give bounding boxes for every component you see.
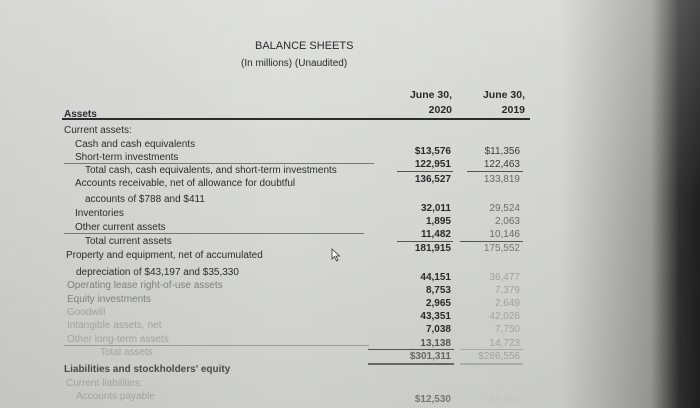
column-header-2020-line2: 2020 xyxy=(428,104,452,116)
subtotal-rule-2019 xyxy=(467,171,523,172)
value-2019-total-current: 175,552 xyxy=(483,243,520,254)
value-2019-total-assets: $286,556 xyxy=(478,351,520,362)
value-2020-other-current: 11,482 xyxy=(420,229,451,240)
subtotal-rule-2020 xyxy=(397,241,453,242)
row-label-total-current: Total current assets xyxy=(85,236,172,247)
current-assets-heading: Current assets: xyxy=(64,125,132,136)
value-2020-cash: $13,576 xyxy=(414,146,451,157)
value-2020-other-long: 13,138 xyxy=(420,338,451,349)
column-header-2019-line2: 2019 xyxy=(501,104,525,116)
value-2020-equity-investments: 2,965 xyxy=(425,298,451,309)
row-label-intangible: Intangible assets, net xyxy=(67,320,162,331)
value-2019-cash: $11,356 xyxy=(484,146,520,157)
row-label-total-assets: Total assets xyxy=(100,347,153,358)
mouse-cursor-icon xyxy=(331,248,343,262)
row-label-inventories: Inventories xyxy=(75,208,124,219)
row-underline xyxy=(64,345,369,346)
row-label-goodwill: Goodwill xyxy=(67,307,106,318)
row-label-ppe-line1: Property and equipment, net of accumulated xyxy=(66,250,263,261)
value-2020-accounts-payable: $12,530 xyxy=(414,394,451,405)
row-label-total-cash: Total cash, cash equivalents, and short-term investments xyxy=(85,165,337,176)
value-2020-inventories: 1,895 xyxy=(425,216,451,227)
column-header-2020-line1: June 30, xyxy=(409,89,452,101)
value-2019-equity-investments: 2,649 xyxy=(494,298,520,309)
value-2019-total-cash: 133,819 xyxy=(483,174,520,185)
row-label-ppe-line2: depreciation of $43,197 and $35,330 xyxy=(76,267,239,278)
value-2019-receivable: 29,524 xyxy=(489,203,520,214)
row-underline xyxy=(64,233,364,234)
total-double-rule-2020 xyxy=(368,363,454,365)
total-double-rule-2019 xyxy=(460,363,523,365)
row-label-accounts-payable: Accounts payable xyxy=(76,391,155,402)
document-title: BALANCE SHEETS xyxy=(255,40,354,52)
document-subtitle: (In millions) (Unaudited) xyxy=(241,58,348,69)
value-2020-goodwill: 43,351 xyxy=(420,311,451,322)
value-2020-total-cash: 136,527 xyxy=(414,174,451,185)
section-liabilities: Liabilities and stockholders' equity xyxy=(64,364,231,375)
row-label-lease: Operating lease right-of-use assets xyxy=(67,280,223,291)
header-rule xyxy=(62,118,530,120)
section-assets: Assets xyxy=(64,109,97,120)
value-2020-ppe: 44,151 xyxy=(420,272,451,283)
value-2020-lease: 8,753 xyxy=(425,285,451,296)
subtotal-rule-2020 xyxy=(368,349,454,350)
subtotal-rule-2020 xyxy=(397,171,453,172)
row-label-other-long: Other long-term assets xyxy=(67,334,169,345)
value-2019-accounts-payable: $9,382 xyxy=(489,394,520,405)
value-2019-other-current: 10,146 xyxy=(489,229,520,240)
value-2019-intangible: 7,750 xyxy=(494,324,520,335)
subtotal-rule-2019 xyxy=(460,241,523,242)
value-2020-short-term: 122,951 xyxy=(414,159,451,170)
value-2020-total-current: 181,915 xyxy=(414,243,451,254)
column-header-2020 xyxy=(390,88,452,118)
value-2019-ppe: 36,477 xyxy=(489,272,520,283)
subtotal-rule-2019 xyxy=(460,349,523,350)
row-label-equity-investments: Equity investments xyxy=(67,294,151,305)
row-label-receivable-line2: accounts of $788 and $411 xyxy=(85,194,205,205)
value-2019-inventories: 2,063 xyxy=(494,216,520,227)
row-label-short-term: Short-term investments xyxy=(75,152,179,163)
value-2019-other-long: 14,723 xyxy=(489,338,520,349)
column-header-2019 xyxy=(465,88,525,118)
current-liabilities-heading: Current liabilities: xyxy=(66,378,143,389)
value-2019-lease: 7,379 xyxy=(494,285,520,296)
row-label-cash: Cash and cash equivalents xyxy=(75,139,196,150)
value-2020-receivable: 32,011 xyxy=(420,203,451,214)
value-2020-total-assets: $301,311 xyxy=(409,351,451,362)
row-label-receivable-line1: Accounts receivable, net of allowance for doubtful xyxy=(75,178,296,189)
column-header-2019-line1: June 30, xyxy=(482,89,525,101)
value-2019-short-term: 122,463 xyxy=(483,159,520,170)
row-underline xyxy=(64,163,374,164)
row-label-other-current: Other current assets xyxy=(75,222,166,233)
value-2020-intangible: 7,038 xyxy=(425,324,451,335)
value-2019-goodwill: 42,026 xyxy=(489,311,520,322)
